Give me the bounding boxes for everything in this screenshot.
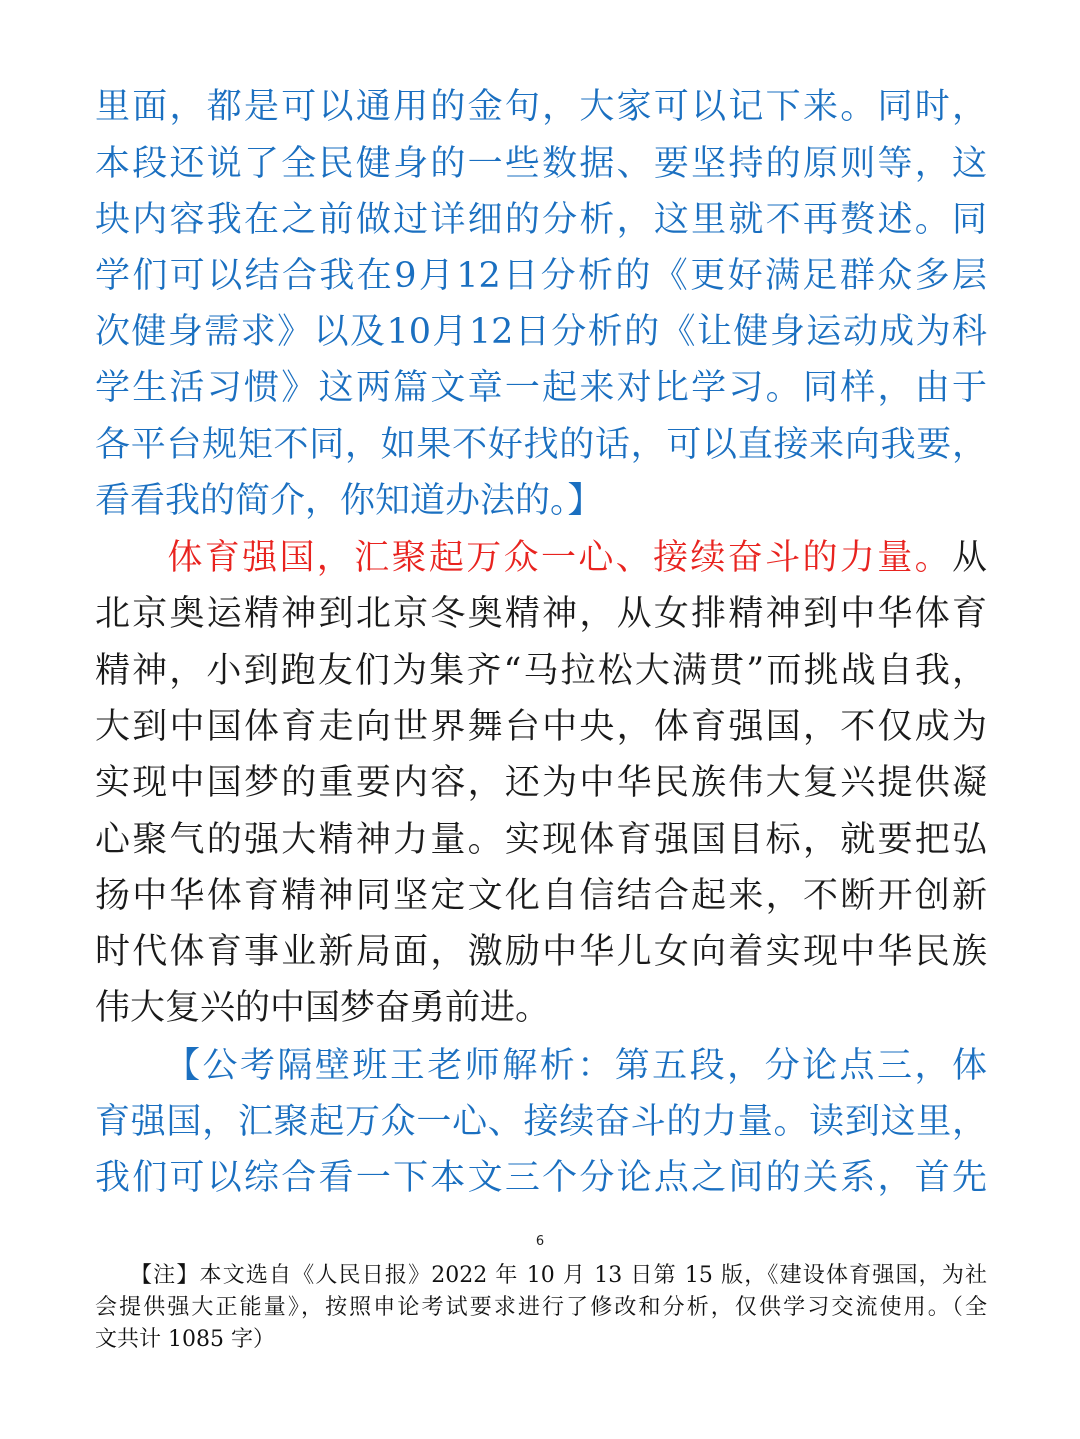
analysis-line: 我们可以综合看一下本文三个分论点之间的关系，首先 <box>95 1158 987 1198</box>
paragraph-line: 心聚气的强大精神力量。实现体育强国目标，就要把弘 <box>95 820 987 860</box>
analysis-line: 里面，都是可以通用的金句，大家可以记下来。同时， <box>95 87 987 127</box>
paragraph-text: 从 <box>951 538 987 578</box>
analysis-line: 学们可以结合我在9月12日分析的《更好满足群众多层 <box>95 256 987 296</box>
footnote-line: 会提供强大正能量》，按照申论考试要求进行了修改和分析，仅供学习交流使用。（全 <box>95 1295 987 1320</box>
analysis-line: 看看我的简介，你知道办法的。】 <box>95 481 603 521</box>
paragraph-line: 扬中华体育精神同坚定文化自信结合起来，不断开创新 <box>95 876 987 916</box>
paragraph-line: 大到中国体育走向世界舞台中央，体育强国，不仅成为 <box>95 707 987 747</box>
analysis-line: 学生活习惯》这两篇文章一起来对比学习。同样，由于 <box>95 368 987 408</box>
paragraph-first-line <box>95 530 987 586</box>
paragraph-line: 北京奥运精神到北京冬奥精神，从女排精神到中华体育 <box>95 594 987 634</box>
paragraph-line: 伟大复兴的中国梦奋勇前进。 <box>95 988 551 1028</box>
section-heading: 体育强国，汇聚起万众一心、接续奋斗的力量。 <box>165 538 952 578</box>
analysis-line: 各平台规矩不同，如果不好找的话，可以直接来向我要， <box>95 425 987 465</box>
footnote-line: 文共计 1085 字） <box>95 1327 275 1352</box>
paragraph-line: 实现中国梦的重要内容，还为中华民族伟大复兴提供凝 <box>95 763 987 803</box>
analysis-line: 次健身需求》以及10月12日分析的《让健身运动成为科 <box>95 312 987 352</box>
page-number: 6 <box>535 1234 545 1249</box>
analysis-line: 育强国，汇聚起万众一心、接续奋斗的力量。读到这里， <box>95 1102 987 1142</box>
paragraph-line: 时代体育事业新局面，激励中华儿女向着实现中华民族 <box>95 932 987 972</box>
analysis-line: 本段还说了全民健身的一些数据、要坚持的原则等，这 <box>95 144 987 184</box>
analysis-line: 块内容我在之前做过详细的分析，这里就不再赘述。同 <box>95 200 987 240</box>
footnote-line: 【注】本文选自《人民日报》2022 年 10 月 13 日第 15 版，《建设体育强国，为社 <box>130 1263 987 1288</box>
paragraph-line: 精神，小到跑友们为集齐“马拉松大满贯”而挑战自我， <box>95 651 987 691</box>
analysis-line: 【公考隔壁班王老师解析：第五段，分论点三，体 <box>165 1046 987 1086</box>
